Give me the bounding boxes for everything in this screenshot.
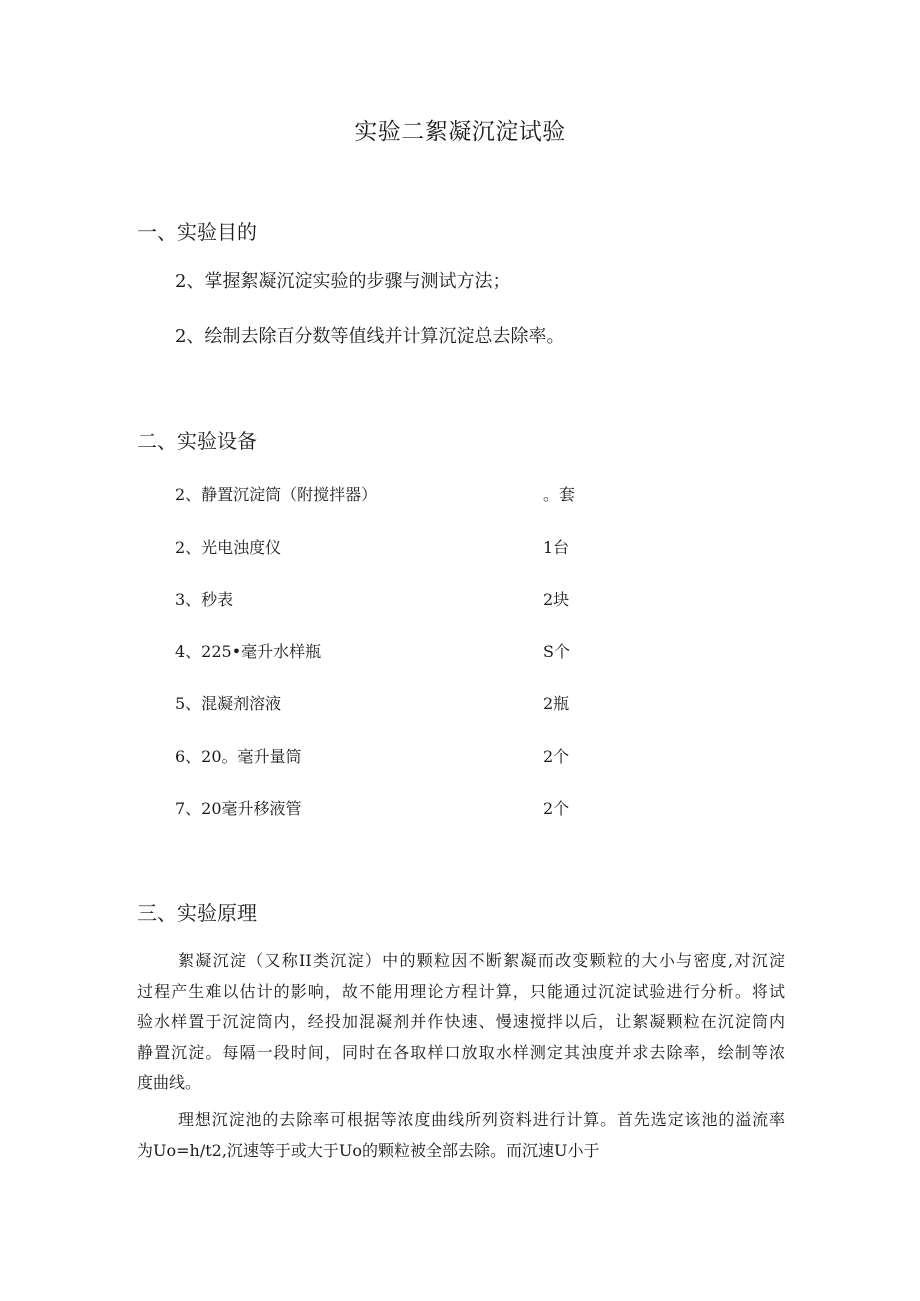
equipment-item-name: 6、20。毫升量筒: [175, 747, 302, 766]
paragraph-line: 度曲线。: [137, 1073, 202, 1092]
equipment-item-qty: 1台: [543, 538, 570, 557]
purpose-item-1: 2、掌握絮凝沉淀实验的步骤与测试方法；: [175, 271, 511, 292]
equipment-item-name: 2、静置沉淀筒（附搅拌器）: [175, 485, 378, 504]
paragraph-line: 静置沉淀。每隔一段时间，同时在各取样口放取水样测定其浊度并求去除率，绘制等浓: [137, 1042, 785, 1062]
equipment-item-name: 3、秒表: [175, 590, 234, 609]
paragraph-line: 过程产生难以估计的影响，故不能用理论方程计算，只能通过沉淀试验进行分析。将试: [137, 981, 785, 1001]
equipment-item-qty: 2个: [543, 747, 570, 766]
paragraph-line: 验水样置于沉淀筒内，经投加混凝剂并作快速、慢速搅拌以后，让絮凝颗粒在沉淀筒内: [137, 1012, 785, 1031]
section-heading-equipment: 二、实验设备: [137, 429, 257, 453]
equipment-item-name: 4、225•毫升水样瓶: [175, 642, 322, 661]
principle-paragraph-1: [137, 946, 785, 1099]
equipment-item-name: 7、20毫升移液管: [175, 799, 302, 818]
equipment-item-qty: 2块: [543, 590, 570, 609]
equipment-item-qty: 2个: [543, 799, 570, 818]
document-title: 实验二絮凝沉淀试验: [354, 119, 566, 145]
paragraph-line: 絮凝沉淀（又称II类沉淀）中的颗粒因不断絮凝而改变颗粒的大小与密度,对沉淀: [178, 951, 785, 970]
equipment-item-qty: 。套: [543, 485, 576, 504]
equipment-item-name: 2、光电浊度仪: [175, 538, 282, 557]
equipment-item-qty: S个: [543, 642, 570, 661]
equipment-item-qty: 2瓶: [543, 694, 570, 713]
principle-paragraph-2: [137, 1105, 785, 1166]
section-heading-principle: 三、实验原理: [137, 901, 257, 925]
purpose-item-2: 2、绘制去除百分数等值线并计算沉淀总去除率。: [175, 326, 565, 347]
paragraph-line: 理想沉淀池的去除率可根据等浓度曲线所列资料进行计算。首先选定该池的溢流率: [178, 1110, 785, 1129]
section-heading-purpose: 一、实验目的: [137, 220, 257, 244]
equipment-item-name: 5、混凝剂溶液: [175, 694, 282, 713]
paragraph-line: 为Uo=h/t2,沉速等于或大于Uo的颗粒被全部去除。而沉速U小于: [137, 1140, 600, 1160]
